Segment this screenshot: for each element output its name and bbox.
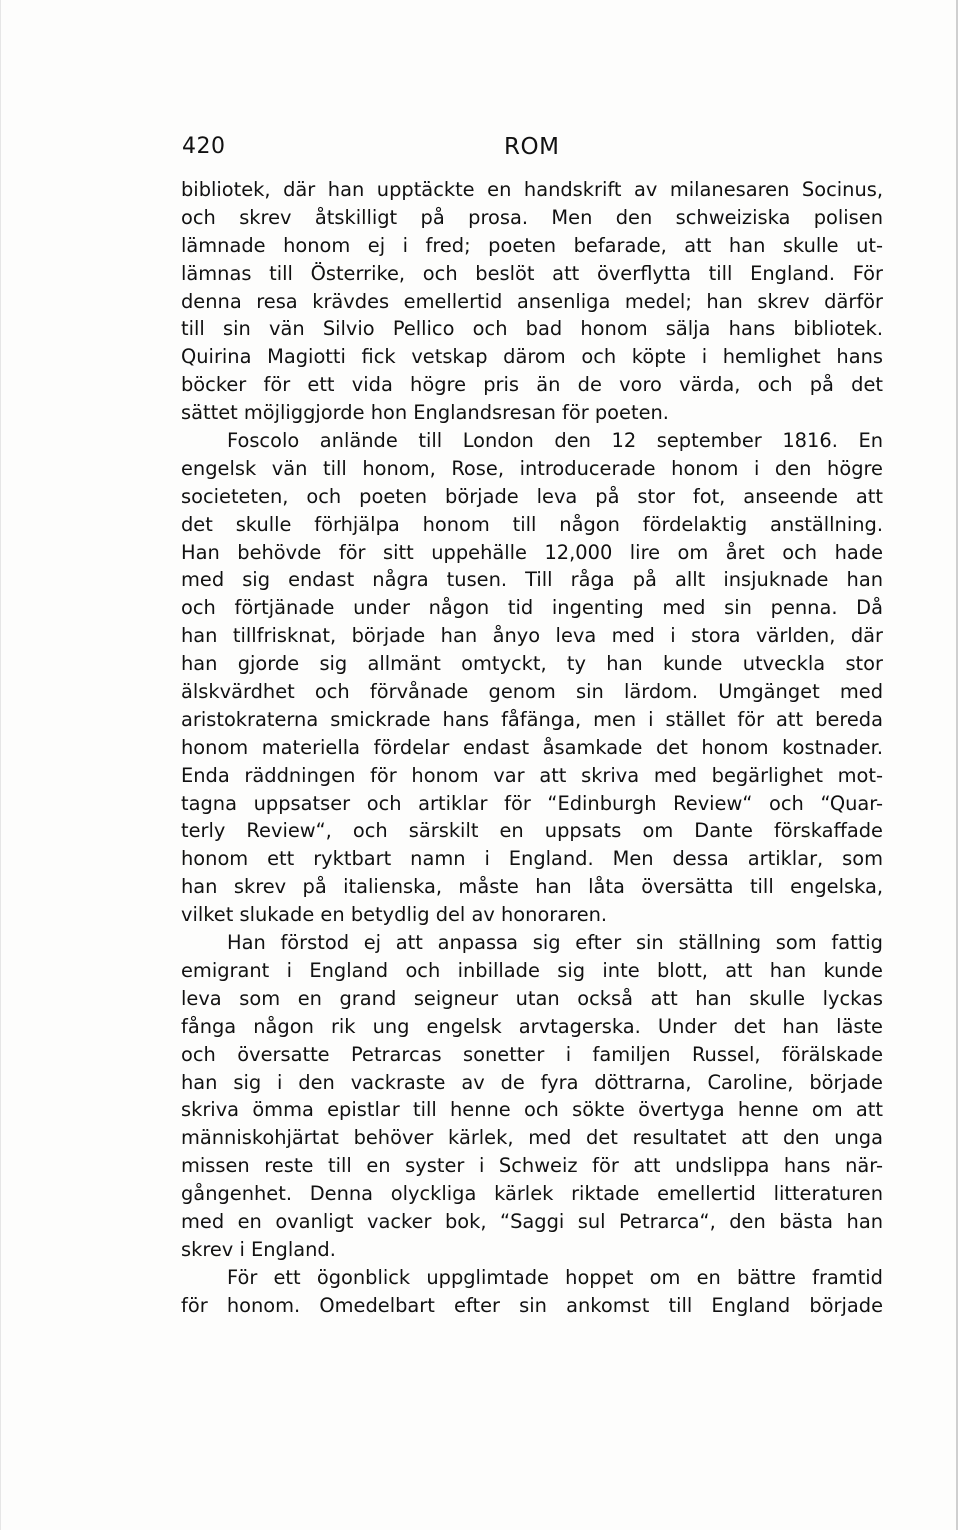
text-line: emigrant i England och inbillade sig inte blott, att han kunde — [181, 958, 883, 982]
text-line: till sin vän Silvio Pellico och bad honom sälja hans bibliotek. — [181, 317, 883, 341]
text-line: och förtjänade under någon tid ingenting med sin penna. Då — [181, 596, 883, 620]
text-line: aristokraterna smickrade hans fåfänga, men i stället för att bereda — [181, 707, 883, 731]
text-line: honom ett ryktbart namn i England. Men dessa artiklar, som — [181, 847, 883, 871]
text-line: och översatte Petrarcas sonetter i familjen Russel, förälskade — [181, 1042, 883, 1066]
text-line: bibliotek, där han upptäckte en handskrift av milanesaren Socinus, — [181, 178, 883, 201]
page-number: 420 — [182, 134, 226, 159]
body-text — [181, 176, 883, 1320]
text-line: Han förstod ej att anpassa sig efter sin ställning som fattig — [227, 931, 883, 955]
text-line: honom materiella fördelar endast åsamkade det honom kostnader. — [181, 735, 883, 759]
text-line: tagna uppsatser och artiklar för “Edinburgh Review“ och “Quar- — [181, 791, 883, 815]
text-line: han gjorde sig allmänt omtyckt, ty han kunde utveckla stor — [181, 652, 883, 676]
text-line: leva som en grand seigneur utan också att han skulle lyckas — [181, 986, 883, 1010]
text-line: Han behövde för sitt uppehälle 12,000 lire om året och hade — [181, 540, 883, 564]
text-line: engelsk vän till honom, Rose, introducerade honom i den högre — [181, 456, 883, 480]
running-head: ROM — [504, 134, 560, 160]
text-line: för honom. Omedelbart efter sin ankomst till England började — [181, 1293, 883, 1317]
text-line: vilket slukade en betydlig del av honoraren. — [181, 903, 608, 927]
text-line: han tillfrisknat, började han ånyo leva med i stora världen, där — [181, 624, 883, 648]
page-header — [182, 130, 880, 164]
text-line: fånga någon rik ung engelsk arvtagerska. Under det han läste — [181, 1014, 883, 1038]
text-line: böcker för ett vida högre pris än de voro värda, och på det — [181, 373, 883, 397]
text-line: sättet möjliggjorde hon Englandsresan för poeten. — [181, 401, 669, 425]
text-line: med sig endast några tusen. Till råga på allt insjuknade han — [181, 568, 883, 592]
text-line: denna resa krävdes emellertid ansenliga medel; han skrev därför — [181, 289, 883, 313]
text-line: skriva ömma epistlar till henne och sökte övertyga henne om att — [181, 1098, 883, 1122]
text-line: lämnas till Österrike, och beslöt att överflytta till England. För — [181, 261, 883, 285]
text-line: gångenhet. Denna olyckliga kärlek riktade emellertid litteraturen — [181, 1182, 883, 1206]
text-line: människohjärtat behöver kärlek, med det resultatet att den unga — [181, 1126, 883, 1150]
text-line: societeten, och poeten började leva på stor fot, anseende att — [181, 484, 883, 508]
text-line: terly Review“, och särskilt en uppsats om Dante förskaffade — [181, 819, 883, 843]
text-line: älskvärdhet och förvånade genom sin lärdom. Umgänget med — [181, 680, 883, 704]
text-line: För ett ögonblick uppglimtade hoppet om en bättre framtid — [227, 1265, 883, 1289]
text-line: Enda räddningen för honom var att skriva med begärlighet mot- — [181, 763, 883, 787]
text-line: lämnade honom ej i fred; poeten befarade, att han skulle ut- — [181, 233, 883, 257]
text-line: missen reste till en syster i Schweiz för att undslippa hans när- — [181, 1154, 883, 1178]
text-line: skrev i England. — [181, 1237, 336, 1261]
text-line: med en ovanligt vacker bok, “Saggi sul Petrarca“, den bästa han — [181, 1209, 883, 1233]
text-line: han sig i den vackraste av de fyra döttrarna, Caroline, började — [181, 1070, 883, 1094]
text-line: det skulle förhjälpa honom till någon fördelaktig anställning. — [181, 512, 883, 536]
text-line: Quirina Magiotti fick vetskap därom och köpte i hemlighet hans — [181, 345, 883, 369]
text-line: han skrev på italienska, måste han låta översätta till engelska, — [181, 875, 883, 899]
text-line: Foscolo anlände till London den 12 september 1816. En — [227, 429, 883, 453]
text-line: och skrev åtskilligt på prosa. Men den schweiziska polisen — [181, 205, 883, 229]
